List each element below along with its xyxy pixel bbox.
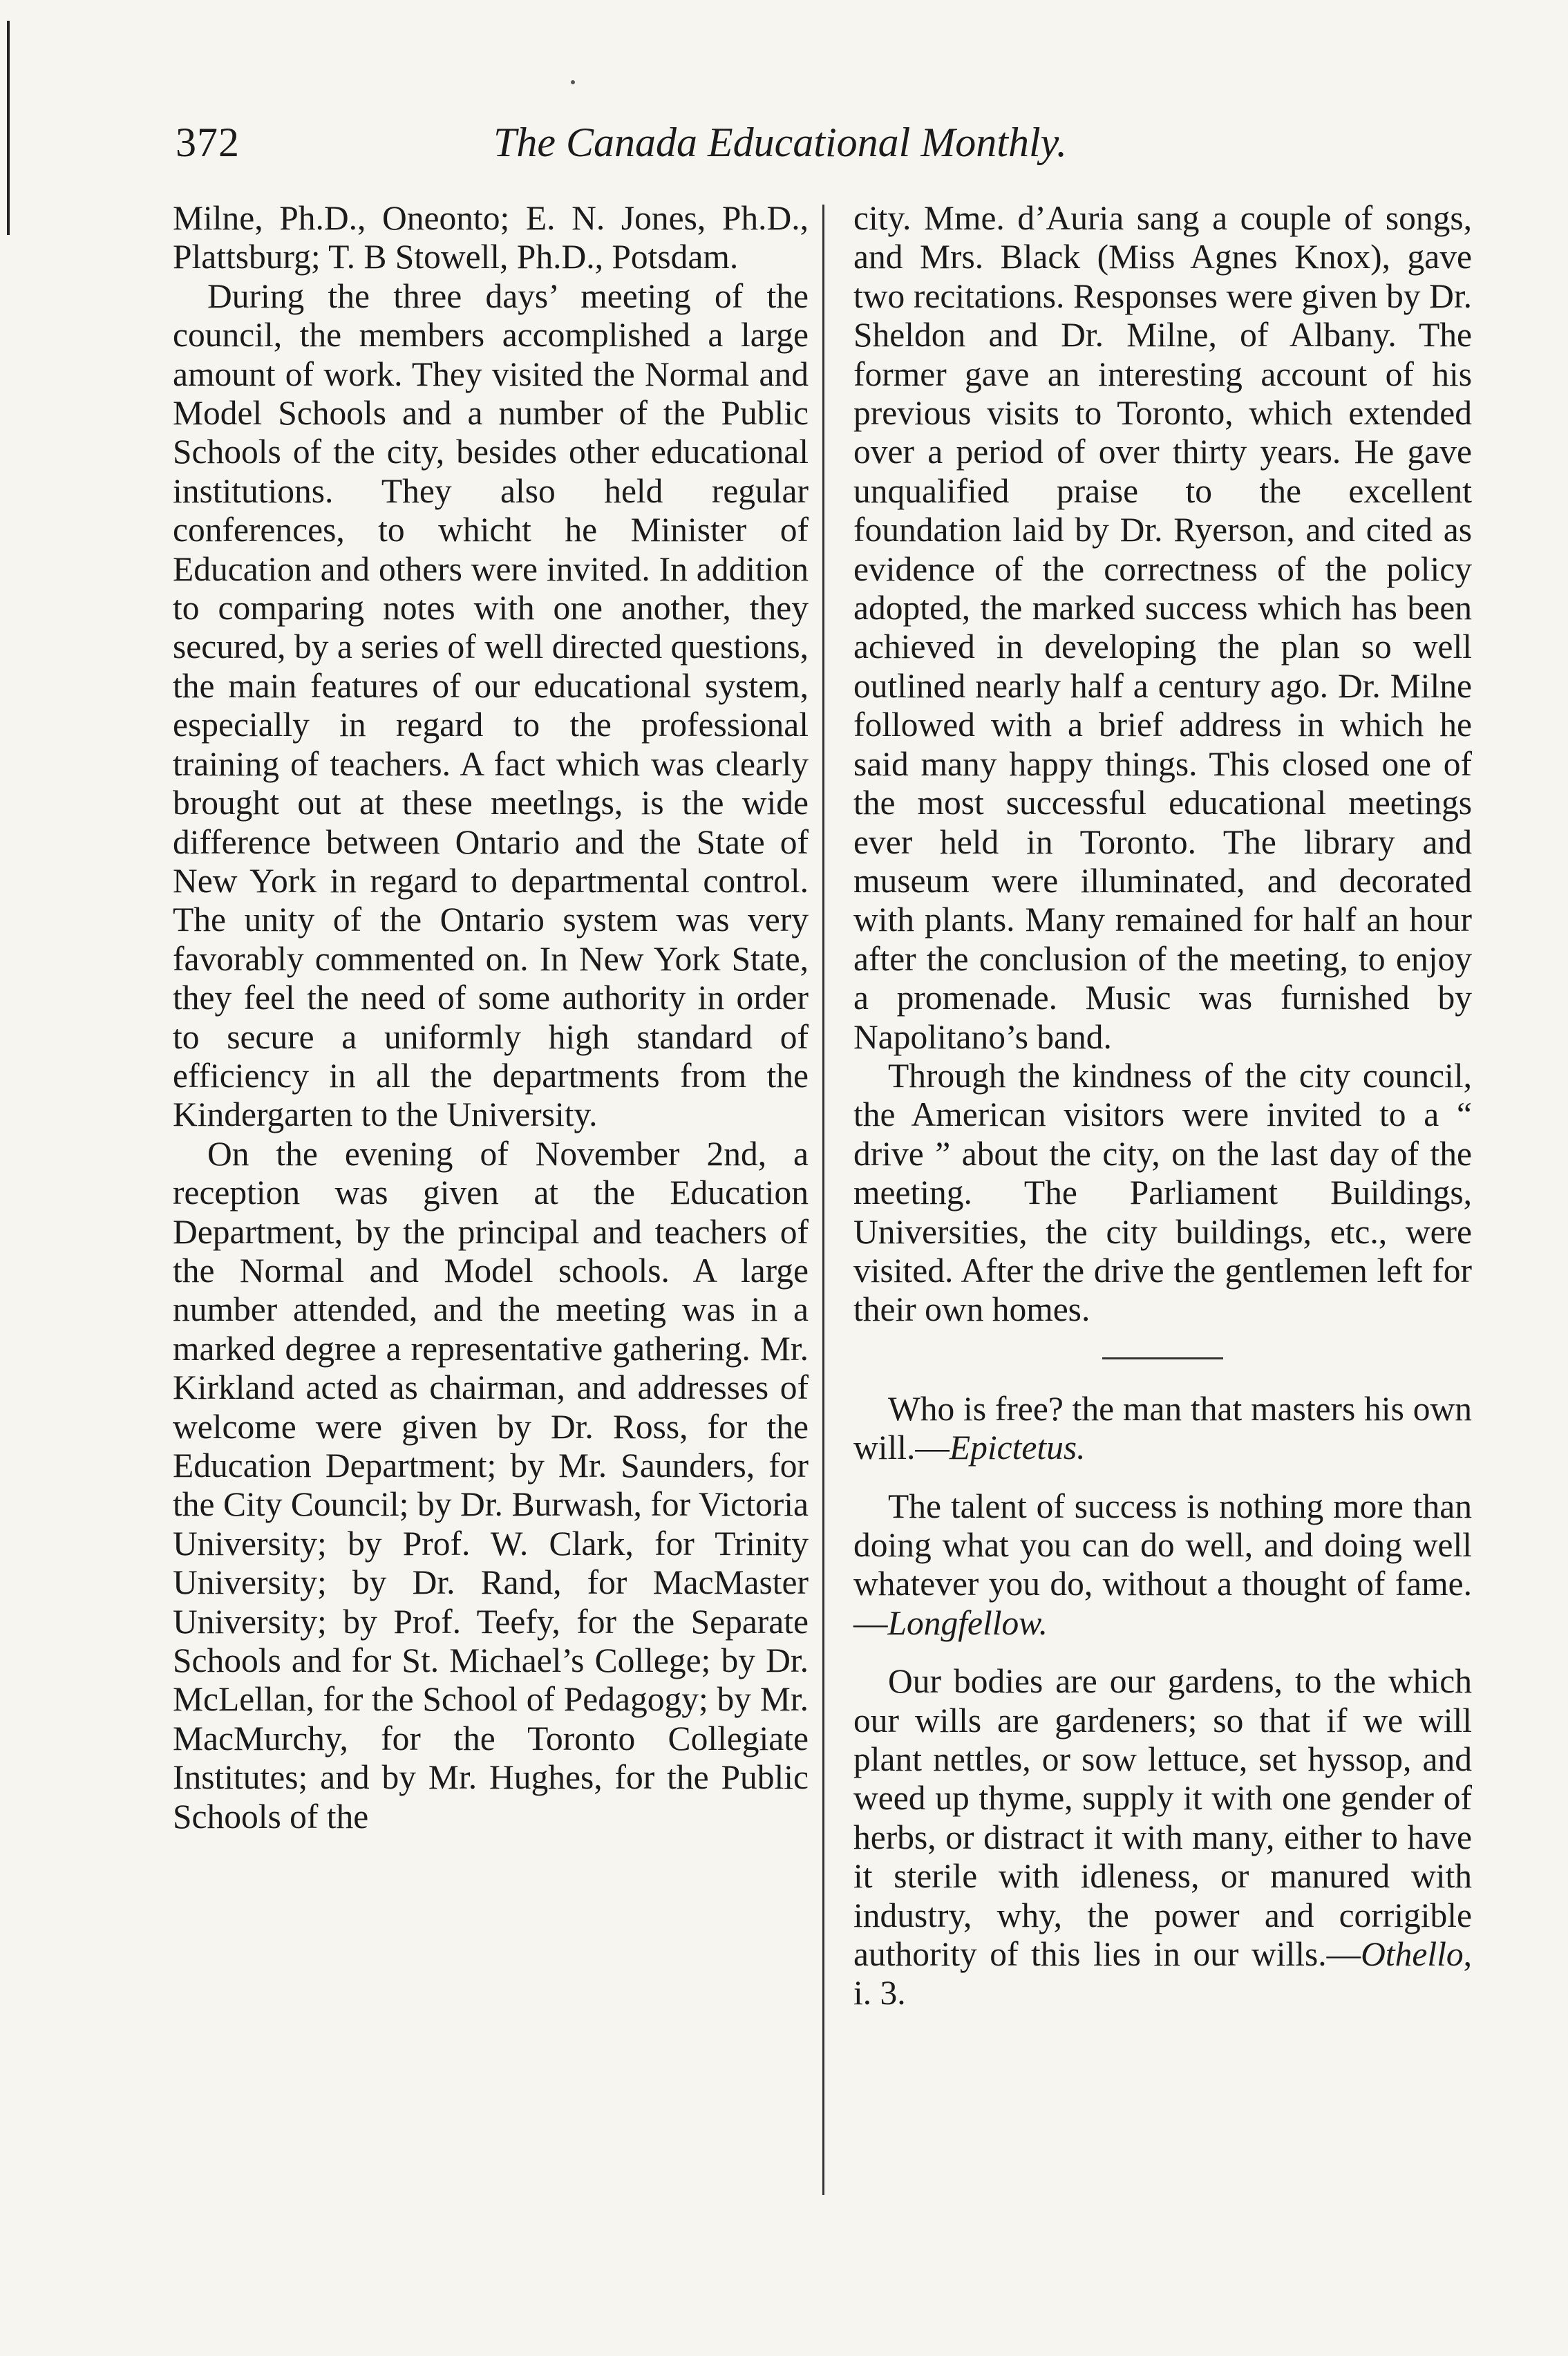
quote-epictetus	[853, 1390, 1472, 1468]
right-column	[853, 199, 1472, 2013]
left-paragraph-1: Milne, Ph.D., Oneonto; E. N. Jones, Ph.D., Plattsburg; T. B Stowell, Ph.D., Potsdam.	[173, 199, 809, 276]
right-paragraph-1: city. Mme. d’Auria sang a couple of songs, and Mrs. Black (Miss Agnes Knox), gave two recitations. Responses were given by Dr. Sheldon and Dr. Milne, of Albany. The former gave an interesting account of his previous visits to Toronto, which extended over a period of over thirty years. He gave unqualified praise to the excellent foundation laid by Dr. Ryerson, and cited as evidence of the correctness of the policy adopted, the marked success which has been achieved in developing the plan so well outlined nearly half a century ago. Dr. Milne followed with a brief address in which he said many happy things. This closed one of the most successful educational meetings ever held in Toronto. The library and museum were illuminated, and decorated with plants. Many remained for half an hour after the conclusion of the meeting, to enjoy a promenade. Music was furnished by Napolitano’s band.	[853, 199, 1472, 1056]
left-paragraph-3: On the evening of November 2nd, a reception was given at the Education Department, by the principal and teachers of the Normal and Model schools. A large number attended, and the meeting was in a marked degree a representative gathering. Mr. Kirkland acted as chairman, and addresses of welcome were given by Dr. Ross, for the Education Department; by Mr. Saunders, for the City Council; by Dr. Burwash, for Victoria University; by Prof. W. Clark, for Trinity University; by Dr. Rand, for MacMaster University; by Prof. Teefy, for the Separate Schools and for St. Michael’s College; by Dr. McLellan, for the School of Pedagogy; by Mr. MacMurchy, for the Toronto Collegiate Institutes; and by Mr. Hughes, for the Public Schools of the	[173, 1134, 809, 1836]
left-column	[173, 199, 809, 1836]
page-edge-line	[7, 21, 10, 235]
running-title: The Canada Educational Monthly.	[493, 120, 1067, 165]
quote-author: Longfellow.	[887, 1603, 1048, 1642]
left-paragraph-2: During the three days’ meeting of the council, the members accomplished a large amount of work. They visited the Normal and Model Schools and a number of the Public Schools of the city, besides other educational institutions. They also held regular conferences, to whicht he Minister of Education and others were invited. In addition to comparing notes with one another, they secured, by a series of well directed questions, the main features of our educational system, especially in regard to the professional training of teachers. A fact which was clearly brought out at these meetlngs, is the wide difference between Ontario and the State of New York in regard to departmental control. The unity of the Ontario system was very favorably commented on. In New York State, they feel the need of some authority in order to secure a uniformly high standard of efficiency in all the departments from the Kindergarten to the University.	[173, 276, 809, 1134]
quote-reference: , i. 3.	[853, 1935, 1472, 2013]
section-rule	[1102, 1357, 1223, 1359]
speck-mark	[571, 80, 575, 84]
page-header	[176, 119, 1309, 174]
quote-author: Othello	[1361, 1935, 1464, 1974]
quote-longfellow	[853, 1487, 1472, 1643]
quote-author: Epictetus.	[949, 1429, 1086, 1467]
quote-text: Who is free? the man that masters his own will.—	[853, 1389, 1472, 1467]
quote-text: The talent of success is nothing more than doing what you can do well, and doing well whatever you do, without a thought of fame.—	[853, 1487, 1472, 1642]
right-paragraph-2: Through the kindness of the city council, the American visitors were invited to a “ drive ” about the city, on the last day of the meeting. The Parliament Buildings, Universities, the city buildings, etc., were visited. After the drive the gentlemen left for their own homes.	[853, 1056, 1472, 1329]
column-divider	[822, 205, 824, 2195]
quote-othello	[853, 1662, 1472, 2013]
page-number: 372	[176, 120, 240, 165]
quote-text: Our bodies are our gardens, to the which our wills are gardeners; so that if we will plant nettles, or sow lettuce, set hyssop, and weed up thyme, supply it with one gender of herbs, or distract it with many, either to have it sterile with idleness, or manured with industry, why, the power and corrigible authority of this lies in our wills.—	[853, 1662, 1472, 1974]
